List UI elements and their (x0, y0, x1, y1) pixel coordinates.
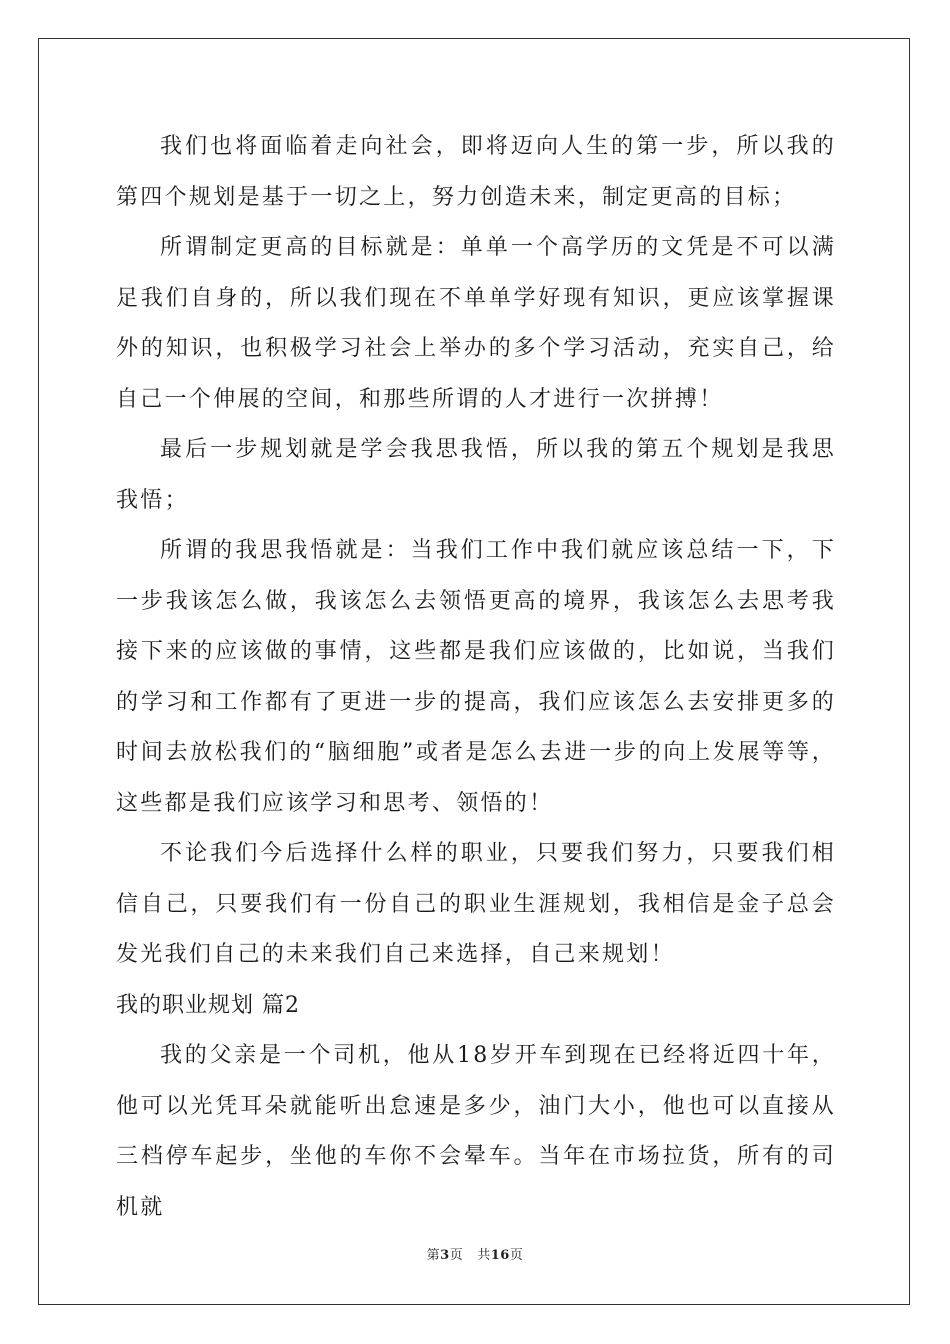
paragraph-conclusion: 不论我们今后选择什么样的职业，只要我们努力，只要我们相信自己，只要我们有一份自己的职业生涯规划，我相信是金子总会发光我们自己的未来我们自己来选择，自己来规划！ (116, 841, 836, 967)
footer-total-prefix: 共 (477, 1248, 491, 1263)
page-footer (0, 1244, 950, 1263)
footer-total-suffix: 页 (509, 1248, 524, 1263)
paragraph-higher-goals: 所谓制定更高的目标就是：单单一个高学历的文凭是不可以满足我们自身的，所以我们现在不单单学好现有知识，更应该掌握课外的知识，也积极学习社会上举办的多个学习活动，充实自己，给自己一个伸展的空间，和那些所谓的人才进行一次拼搏！ (116, 235, 836, 412)
section-heading: 我的职业规划 篇2 (116, 992, 300, 1018)
paragraph-reflection: 所谓的我思我悟就是：当我们工作中我们就应该总结一下，下一步我该怎么做，我该怎么去领悟更高的境界，我该怎么去思考我接下来的应该做的事情，这些都是我们应该做的，比如说，当我们的学习和工作都有了更进一步的提高，我们应该怎么去安排更多的时间去放松我们的“脑细胞”或者是怎么去进一步的向上发展等等，这些都是我们应该学习和思考、领悟的！ (116, 538, 836, 816)
paragraph-plan-five: 最后一步规划就是学会我思我悟，所以我的第五个规划是我思我悟； (116, 437, 836, 513)
footer-page-current: 3 (440, 1248, 450, 1263)
footer-page-suffix: 页 (449, 1248, 464, 1263)
paragraph-father: 我的父亲是一个司机，他从18岁开车到现在已经将近四十年，他可以光凭耳朵就能听出怠速是多少，油门大小，他也可以直接从三档停车起步，坐他的车你不会晕车。当年在市场拉货，所有的司机就 (116, 1043, 836, 1220)
footer-page-prefix: 第 (426, 1248, 441, 1263)
footer-page-total: 16 (490, 1248, 510, 1263)
paragraph-plan-four: 我们也将面临着走向社会，即将迈向人生的第一步，所以我的第四个规划是基于一切之上，努力创造未来，制定更高的目标； (116, 134, 836, 210)
document-body (116, 122, 836, 1233)
